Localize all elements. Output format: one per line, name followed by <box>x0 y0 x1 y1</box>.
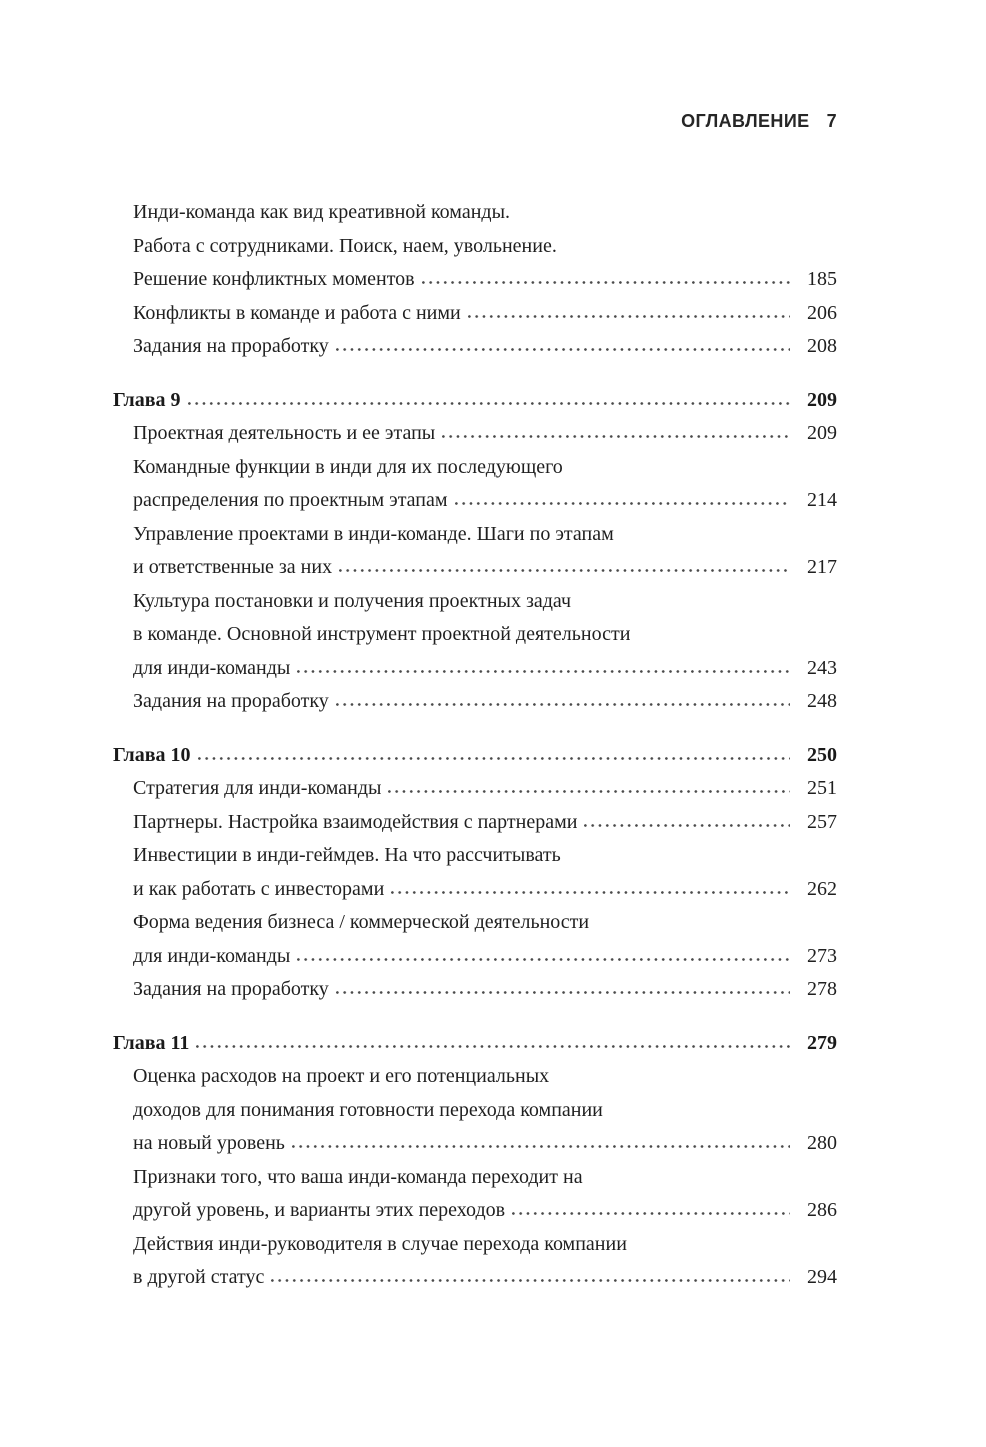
toc-entry <box>113 585 837 686</box>
toc-entry-line <box>113 196 837 230</box>
toc-entry-line <box>113 1127 837 1161</box>
dotted-leader <box>196 1044 790 1049</box>
running-header <box>681 111 837 132</box>
entry-text: Инвестиции в инди-геймдев. На что рассчитывать <box>133 844 561 866</box>
entry-page-number: 209 <box>807 422 837 444</box>
toc-entry-line <box>113 806 837 840</box>
chapter-title: Глава 10 <box>113 743 191 766</box>
page-header-title: ОГЛАВЛЕНИЕ <box>681 111 810 131</box>
dotted-leader <box>455 501 790 506</box>
entry-text: Задания на проработку <box>133 335 329 357</box>
entry-text: другой уровень, и варианты этих переходов <box>133 1199 506 1221</box>
toc-entry-line <box>113 1228 837 1262</box>
entry-text: Задания на проработку <box>133 978 329 1000</box>
toc-entry <box>113 685 837 719</box>
entry-page-number: 251 <box>807 777 837 799</box>
entry-page-number: 243 <box>807 656 837 679</box>
toc-entry-line <box>113 1161 837 1195</box>
dotted-leader <box>391 890 790 895</box>
toc-entry-line <box>113 417 837 451</box>
toc-entry <box>113 330 837 364</box>
toc-entry <box>113 417 837 451</box>
toc-entry-line <box>113 873 837 907</box>
chapter-row <box>113 739 837 773</box>
toc-entry <box>113 297 837 331</box>
entry-text: Командные функции в инди для их последующего <box>133 455 563 478</box>
entry-text: Решение конфликтных моментов <box>133 268 415 290</box>
entry-page-number: 294 <box>807 1266 837 1288</box>
entry-page-number: 280 <box>807 1132 837 1154</box>
toc-entry <box>113 1060 837 1161</box>
toc-entry-line <box>113 551 837 585</box>
entry-text: Стратегия для инди-команды <box>133 777 382 799</box>
entry-text: Конфликты в команде и работа с ними <box>133 301 461 324</box>
dotted-leader <box>297 957 790 962</box>
entry-text: в команде. Основной инструмент проектной деятельности <box>133 623 631 645</box>
entry-text: Партнеры. Настройка взаимодействия с партнерами <box>133 810 578 833</box>
toc-section <box>113 196 837 364</box>
dotted-leader <box>468 314 790 319</box>
entry-text: Форма ведения бизнеса / коммерческой деятельности <box>133 911 590 933</box>
chapter-title: Глава 11 <box>113 1031 190 1054</box>
toc-entry <box>113 973 837 1007</box>
toc-entry-line <box>113 685 837 719</box>
entry-text: и ответственные за них <box>133 556 333 578</box>
toc-entry-line <box>113 940 837 974</box>
toc-entry <box>113 451 837 518</box>
dotted-leader <box>512 1211 790 1216</box>
entry-page-number: 206 <box>807 301 837 324</box>
toc-entry-line <box>113 652 837 686</box>
entry-text: и как работать с инвесторами <box>133 877 385 900</box>
entry-text: Задания на проработку <box>133 690 329 712</box>
toc-entry-line <box>113 297 837 331</box>
toc-entry-line <box>113 618 837 652</box>
entry-text: Действия инди-руководителя в случае перехода компании <box>133 1232 627 1255</box>
page-header-number: 7 <box>826 111 837 131</box>
entry-page-number: 214 <box>807 489 837 511</box>
toc-entry <box>113 196 837 297</box>
toc-entry-line <box>113 1261 837 1295</box>
toc-entry-line <box>113 518 837 552</box>
dotted-leader <box>442 434 790 439</box>
entry-text: Работа с сотрудниками. Поиск, наем, увольнение. <box>133 234 557 257</box>
dotted-leader <box>339 568 790 573</box>
toc-section <box>113 1027 837 1295</box>
entry-page-number: 286 <box>807 1199 837 1221</box>
toc-entry-line <box>113 1060 837 1094</box>
chapter-row <box>113 384 837 418</box>
toc-entry <box>113 772 837 806</box>
toc-section <box>113 739 837 1007</box>
toc-entry-line <box>113 1094 837 1128</box>
dotted-leader <box>388 789 790 794</box>
toc-entry-line <box>113 230 837 264</box>
dotted-leader <box>336 347 790 352</box>
chapter-page-number: 250 <box>807 743 837 766</box>
toc <box>113 196 837 1295</box>
toc-entry-line <box>113 263 837 297</box>
chapter-row <box>113 1027 837 1061</box>
toc-entry-line <box>113 906 837 940</box>
toc-entry <box>113 806 837 840</box>
dotted-leader <box>336 702 790 707</box>
dotted-leader <box>336 990 790 995</box>
dotted-leader <box>584 823 790 828</box>
entry-text: доходов для понимания готовности перехода компании <box>133 1098 603 1121</box>
entry-text: на новый уровень <box>133 1132 285 1154</box>
toc-entry-line <box>113 772 837 806</box>
toc-entry-line <box>113 1194 837 1228</box>
chapter-page-number: 279 <box>807 1031 837 1054</box>
dotted-leader <box>422 280 790 285</box>
toc-entry-line <box>113 585 837 619</box>
entry-text: в другой статус <box>133 1266 265 1288</box>
entry-text: Управление проектами в инди-команде. Шаги по этапам <box>133 522 614 545</box>
toc-entry <box>113 906 837 973</box>
toc-entry-line <box>113 484 837 518</box>
dotted-leader <box>198 756 791 761</box>
toc-entry-line <box>113 330 837 364</box>
entry-text: Инди-команда как вид креативной команды. <box>133 201 511 223</box>
toc-entry <box>113 1161 837 1228</box>
toc-entry-line <box>113 839 837 873</box>
entry-page-number: 273 <box>807 944 837 967</box>
entry-text: для инди-команды <box>133 944 291 967</box>
toc-section <box>113 384 837 719</box>
chapter-title: Глава 9 <box>113 388 181 411</box>
entry-text: Культура постановки и получения проектных задач <box>133 589 572 612</box>
toc-entry-line <box>113 451 837 485</box>
dotted-leader <box>292 1144 790 1149</box>
entry-page-number: 185 <box>807 268 837 290</box>
toc-entry <box>113 518 837 585</box>
entry-text: Признаки того, что ваша инди-команда переходит на <box>133 1165 583 1188</box>
toc-entry <box>113 839 837 906</box>
entry-text: Оценка расходов на проект и его потенциальных <box>133 1065 550 1087</box>
entry-page-number: 262 <box>807 877 837 900</box>
entry-text: Проектная деятельность и ее этапы <box>133 422 436 444</box>
entry-page-number: 278 <box>807 978 837 1000</box>
dotted-leader <box>297 669 790 674</box>
entry-text: распределения по проектным этапам <box>133 489 448 511</box>
entry-text: для инди-команды <box>133 656 291 679</box>
toc-entry <box>113 1228 837 1295</box>
chapter-page-number: 209 <box>807 388 837 411</box>
entry-page-number: 208 <box>807 335 837 357</box>
dotted-leader <box>271 1278 790 1283</box>
entry-page-number: 257 <box>807 810 837 833</box>
dotted-leader <box>188 401 791 406</box>
entry-page-number: 217 <box>807 556 837 578</box>
entry-page-number: 248 <box>807 690 837 712</box>
toc-entry-line <box>113 973 837 1007</box>
